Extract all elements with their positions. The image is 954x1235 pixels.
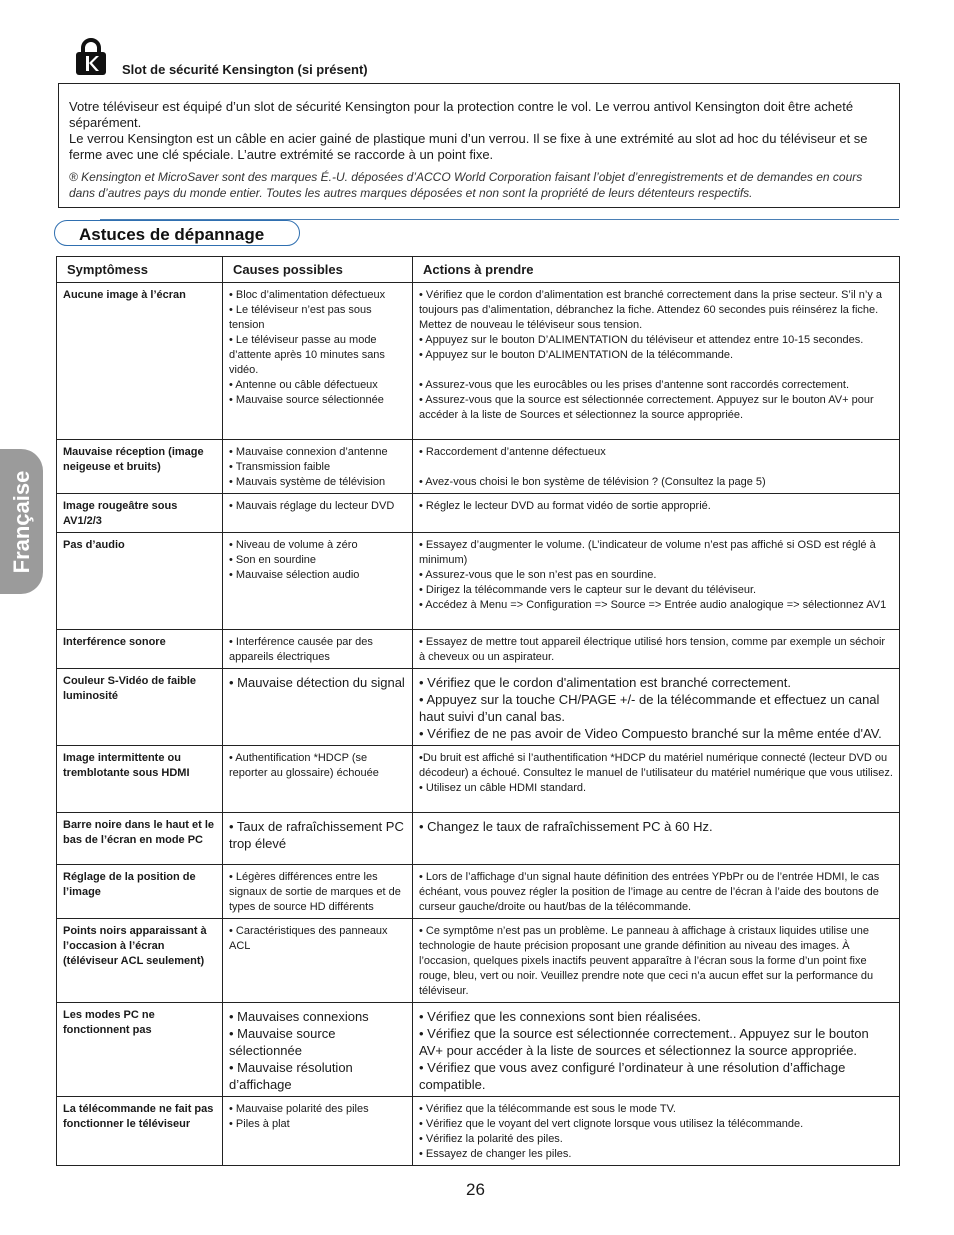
causes-cell — [223, 746, 413, 813]
causes-cell — [223, 533, 413, 630]
cause-item: • Niveau de volume à zéro — [229, 539, 358, 551]
action-item: •Du bruit est affiché si l’authentification *HDCP du matériel numérique connecté (lecteur DVD ou décodeur) a échoué. Consultez le manuel de l’utilisateur du matériel numérique que vous utilisez. — [419, 752, 893, 779]
table-row — [57, 440, 900, 494]
actions-cell — [413, 746, 900, 813]
action-item: • Appuyez sur la touche CH/PAGE +/- de la télécommande et effectuez un canal haut suivi d’un canal bas. — [419, 692, 880, 724]
symptom-cell: Interférence sonore — [57, 630, 223, 669]
cause-item: • Mauvaises connexions — [229, 1009, 369, 1024]
causes-cell — [223, 440, 413, 494]
actions-cell — [413, 919, 900, 1003]
action-item: • Vérifiez que le cordon d'alimentation est branché correctement. — [419, 675, 791, 690]
action-item: • Vérifiez que les connexions sont bien réalisées. — [419, 1009, 702, 1024]
action-item: • Accédez à Menu => Configuration => Source => Entrée audio analogique => sélectionnez AV1 — [419, 599, 887, 611]
cause-item: • Authentification *HDCP (se reporter au glossaire) échouée — [229, 752, 379, 779]
cause-item: • Mauvaise résolution d’affichage — [229, 1060, 353, 1092]
symptom-cell: Points noirs apparaissant à l’occasion à l’écran (téléviseur ACL seulement) — [57, 919, 223, 1003]
cause-item: • Antenne ou câble défectueux — [229, 379, 378, 391]
kensington-lock-icon — [75, 38, 107, 76]
action-item: • Raccordement d’antenne défectueux — [419, 446, 606, 458]
action-item: • Vérifiez que la source est sélectionnée correctement.. Appuyez sur le bouton AV+ pour accéder à la liste de sources et sélectionnez la source appropriée. — [419, 1026, 869, 1058]
spacer — [419, 363, 893, 378]
action-item: • Utilisez un câble HDMI standard. — [419, 782, 587, 794]
table-row — [57, 283, 900, 440]
actions-cell — [413, 669, 900, 746]
symptom-cell: Aucune image à l’écran — [57, 283, 223, 440]
table-row — [57, 813, 900, 865]
causes-cell — [223, 919, 413, 1003]
causes-cell — [223, 630, 413, 669]
action-item: • Assurez-vous que les eurocâbles ou les prises d’antenne sont raccordés correctement. — [419, 379, 850, 391]
action-item: • Essayez de mettre tout appareil électrique utilisé hors tension, comme par exemple un séchoir à cheveux ou un aspirateur. — [419, 636, 886, 663]
section-title-pill — [54, 220, 300, 246]
causes-cell — [223, 813, 413, 865]
header-symptoms: Symptômess — [57, 257, 223, 283]
causes-cell — [223, 669, 413, 746]
cause-item: • Bloc d’alimentation défectueux — [229, 289, 386, 301]
action-item: • Appuyez sur le bouton D’ALIMENTATION du téléviseur et attendez entre 10-15 secondes. — [419, 334, 864, 346]
table-row — [57, 746, 900, 813]
actions-cell — [413, 283, 900, 440]
action-item: • Changez le taux de rafraîchissement PC à 60 Hz. — [419, 819, 713, 834]
action-item: • Essayez de changer les piles. — [419, 1148, 572, 1160]
symptom-cell: Réglage de la position de l’image — [57, 865, 223, 919]
action-item: • Vérifiez que vous avez configuré l’ordinateur à une résolution d’affichage compatible. — [419, 1060, 846, 1092]
symptom-cell: Barre noire dans le haut et le bas de l’écran en mode PC — [57, 813, 223, 865]
action-item: • Vérifiez de ne pas avoir de Video Compuesto branché sur la même entée d'AV. — [419, 726, 882, 741]
action-item: • Vérifiez que le voyant del vert clignote lorsque vous utilisez la télécommande. — [419, 1118, 804, 1130]
table-row — [57, 919, 900, 1003]
actions-cell — [413, 533, 900, 630]
causes-cell — [223, 494, 413, 533]
action-item: • Vérifiez que le cordon d’alimentation est branché correctement dans la prise secteur. S’il n’y a toujours pas d’alimentation, débranchez la fiche. Attendez 60 secondes puis réinsérez la fiche. Mettez de nouveau le téléviseur sous tension. — [419, 289, 883, 331]
header-causes: Causes possibles — [223, 257, 413, 283]
symptom-cell: La télécommande ne fait pas fonctionner le téléviseur — [57, 1097, 223, 1166]
actions-cell — [413, 865, 900, 919]
symptom-cell: Image rougeâtre sous AV1/2/3 — [57, 494, 223, 533]
cause-item: • Mauvaise polarité des piles — [229, 1103, 369, 1115]
cause-item: • Piles à plat — [229, 1118, 290, 1130]
symptom-cell: Image intermittente ou tremblotante sous HDMI — [57, 746, 223, 813]
action-item: • Appuyez sur le bouton D’ALIMENTATION de la télécommande. — [419, 349, 734, 361]
table-row — [57, 494, 900, 533]
table-row — [57, 865, 900, 919]
cause-item: • Mauvais réglage du lecteur DVD — [229, 500, 395, 512]
symptom-cell: Mauvaise réception (image neigeuse et bruits) — [57, 440, 223, 494]
action-item: • Assurez-vous que le son n’est pas en sourdine. — [419, 569, 657, 581]
cause-item: • Caractéristiques des panneaux ACL — [229, 925, 388, 952]
table-row — [57, 1097, 900, 1166]
table-row — [57, 630, 900, 669]
table-header-row — [57, 257, 900, 283]
cause-item: • Mauvaise connexion d’antenne — [229, 446, 388, 458]
cause-item: • Taux de rafraîchissement PC trop élevé — [229, 819, 404, 851]
action-item: • Assurez-vous que la source est sélectionnée correctement. Appuyez sur le bouton AV+ pour accéder à la liste de Sources et sélectionnez la source appropriée. — [419, 394, 874, 421]
causes-cell — [223, 1097, 413, 1166]
action-item: • Essayez d’augmenter le volume. (L’indicateur de volume n’est pas affiché si OSD est réglé à minimum) — [419, 539, 876, 566]
action-item: • Ce symptôme n’est pas un problème. Le panneau à affichage à cristaux liquides utilise une technologie de haute précision proposant une grande définition au niveau des images. À l’occasion, quelques pixels inactifs peuvent apparaître à l’écran sous la forme d’un point fixe rouge, bleu, vert ou noir. Veuillez prendre note que ceci n’a aucun effet sur la performance du téléviseur. — [419, 925, 874, 997]
action-item: • Vérifiez que la télécommande est sous le mode TV. — [419, 1103, 676, 1115]
cause-item: • Transmission faible — [229, 461, 331, 473]
cause-item: • Légères différences entre les signaux de sortie de marques et de types de source HD différents — [229, 871, 401, 913]
table-row — [57, 1003, 900, 1097]
language-label: Française — [8, 470, 34, 573]
cause-item: • Interférence causée par des appareils électriques — [229, 636, 373, 663]
kensington-paragraph-2: Le verrou Kensington est un câble en acier gainé de plastique muni d’un verrou. Il se fixe à une extrémité au slot ad hoc du téléviseur et se ferme avec une clé spéciale. L’autre extrémité se raccorde à un point fixe. — [69, 131, 868, 162]
causes-cell — [223, 1003, 413, 1097]
header-actions: Actions à prendre — [413, 257, 900, 283]
page-number: 26 — [466, 1180, 485, 1199]
spacer — [419, 460, 893, 475]
actions-cell — [413, 440, 900, 494]
actions-cell — [413, 1097, 900, 1166]
troubleshooting-table — [56, 256, 900, 1166]
section-title: Astuces de dépannage — [79, 225, 265, 244]
symptom-cell: Couleur S-Vidéo de faible luminosité — [57, 669, 223, 746]
causes-cell — [223, 865, 413, 919]
symptom-cell: Les modes PC ne fonctionnent pas — [57, 1003, 223, 1097]
cause-item: • Mauvaise source sélectionnée — [229, 394, 384, 406]
action-item: • Avez-vous choisi le bon système de télévision ? (Consultez la page 5) — [419, 476, 766, 488]
cause-item: • Mauvaise source sélectionnée — [229, 1026, 336, 1058]
cause-item: • Mauvais système de télévision — [229, 476, 386, 488]
kensington-paragraph-1: Votre téléviseur est équipé d’un slot de sécurité Kensington pour la protection contre le vol. Le verrou antivol Kensington doit être acheté séparément. — [69, 99, 854, 130]
table-row — [57, 533, 900, 630]
cause-item: • Mauvaise sélection audio — [229, 569, 360, 581]
action-item: • Réglez le lecteur DVD au format vidéo de sortie approprié. — [419, 500, 711, 512]
causes-cell — [223, 283, 413, 440]
actions-cell — [413, 630, 900, 669]
language-side-tab — [0, 449, 43, 594]
kensington-trademark-note: ® Kensington et MicroSaver sont des marques É.-U. déposées d’ACCO World Corporation faisant l’objet d’enregistrements et de demandes en cours dans d’autres pays du monde entier. Toutes les autres marques déposées et non sont la propriété de leurs détenteurs respectifs. — [69, 170, 863, 200]
cause-item: • Son en sourdine — [229, 554, 317, 566]
kensington-heading: Slot de sécurité Kensington (si présent) — [122, 62, 368, 77]
kensington-info-box — [58, 83, 900, 208]
symptom-cell: Pas d’audio — [57, 533, 223, 630]
cause-item: • Le téléviseur passe au mode d’attente après 10 minutes sans vidéo. — [229, 334, 385, 376]
action-item: • Lors de l’affichage d’un signal haute définition des entrées YPbPr ou de l’entrée HDMI, le cas échéant, vous pouvez régler la position de l’image au centre de l’écran à l’aide des boutons de curseur gauche/droite ou haut/bas de la télécommande. — [419, 871, 880, 913]
action-item: • Dirigez la télécommande vers le capteur sur le devant du téléviseur. — [419, 584, 757, 596]
cause-item: • Mauvaise détection du signal — [229, 675, 405, 690]
actions-cell — [413, 1003, 900, 1097]
cause-item: • Le téléviseur n’est pas sous tension — [229, 304, 372, 331]
table-row — [57, 669, 900, 746]
actions-cell — [413, 494, 900, 533]
actions-cell — [413, 813, 900, 865]
action-item: • Vérifiez la polarité des piles. — [419, 1133, 563, 1145]
